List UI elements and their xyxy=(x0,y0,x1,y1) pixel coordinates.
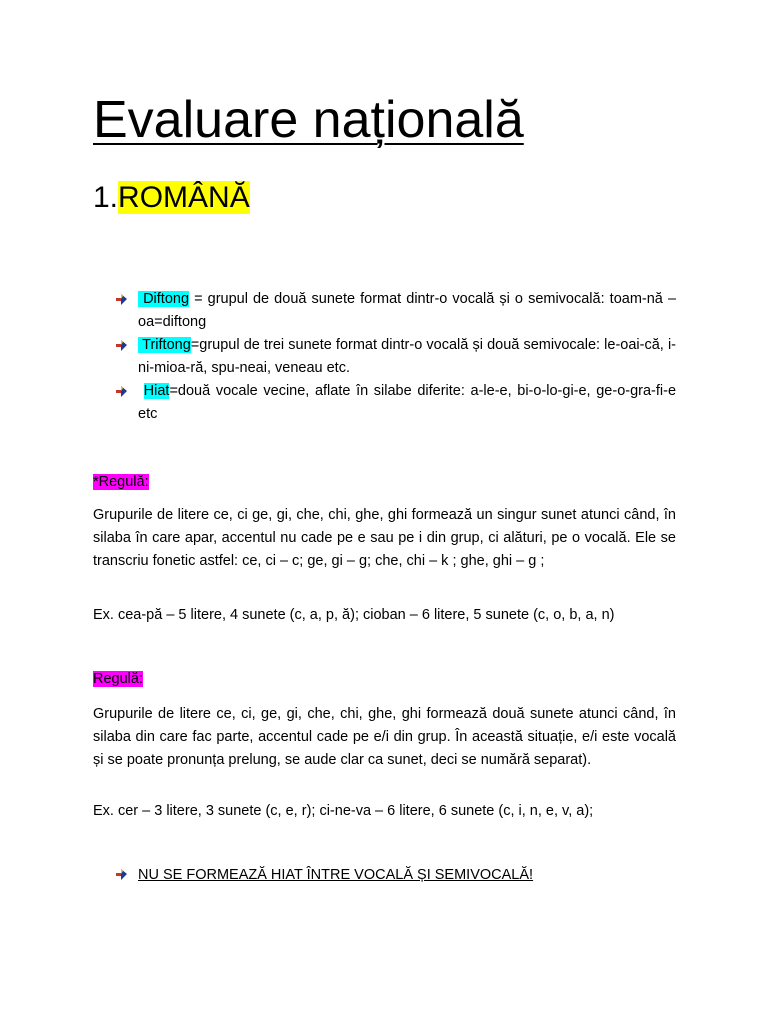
list-item xyxy=(112,288,676,334)
rule-2-label: Regulă: xyxy=(93,671,143,687)
rule-1-label: *Regulă: xyxy=(93,474,149,490)
definition-text: =grupul de trei sunete format dintr-o vocală și două semivocale: le-oai-că, i-ni-mioa-ră, spu-neai, veneau etc. xyxy=(138,337,677,376)
term-label: Triftong xyxy=(138,337,191,353)
rule-1-text: Grupurile de litere ce, ci ge, gi, che, chi, ghe, ghi formează un singur sunet atunci când, în silaba în care apar, accentul nu cade pe e sau pe i din grup, ci alături, pe o vocală. Ele se transcriu fonetic astfel: ce, ci – c; ge, gi – g; che, chi – k ; ghe, ghi – g ; xyxy=(93,507,676,569)
definitions-list xyxy=(112,288,676,426)
arrow-bullet-icon xyxy=(114,385,128,398)
list-item xyxy=(112,334,676,380)
term-label: Diftong xyxy=(138,291,189,307)
note-text: NU SE FORMEAZĂ HIAT ÎNTRE VOCALĂ ȘI SEMIVOCALĂ! xyxy=(138,867,534,883)
list-item xyxy=(112,380,676,426)
definition-text: =două vocale vecine, aflate în silabe diferite: a-le-e, bi-o-lo-gi-e, ge-o-gra-fi-e etc xyxy=(138,383,677,422)
rule-2-example: Ex. cer – 3 litere, 3 sunete (c, e, r); ci-ne-va – 6 litere, 6 sunete (c, i, n, e, v, a); xyxy=(93,803,594,819)
important-note xyxy=(112,864,533,886)
arrow-bullet-icon xyxy=(114,868,128,881)
arrow-bullet-icon xyxy=(114,293,128,306)
section-name: ROMÂNĂ xyxy=(118,181,250,214)
arrow-bullet-icon xyxy=(114,339,128,352)
page-title: Evaluare națională xyxy=(93,91,524,149)
section-heading xyxy=(93,178,250,218)
rule-1-example: Ex. cea-pă – 5 litere, 4 sunete (c, a, p, ă); cioban – 6 litere, 5 sunete (c, o, b, a, n) xyxy=(93,607,615,623)
definition-text: = grupul de două sunete format dintr-o vocală și o semivocală: toam-nă – oa=diftong xyxy=(138,291,677,330)
term-label: Hiat xyxy=(143,383,170,399)
rule-2-text: Grupurile de litere ce, ci, ge, gi, che, chi, ghe, ghi formează două sunete atunci când, în silaba din care fac parte, accentul cade pe e/i din grup. În această situație, e/i este vocală și se poate pronunța prelung, se aude clar ca sunet, deci se numără separat). xyxy=(93,706,676,768)
section-number: 1. xyxy=(93,181,119,214)
